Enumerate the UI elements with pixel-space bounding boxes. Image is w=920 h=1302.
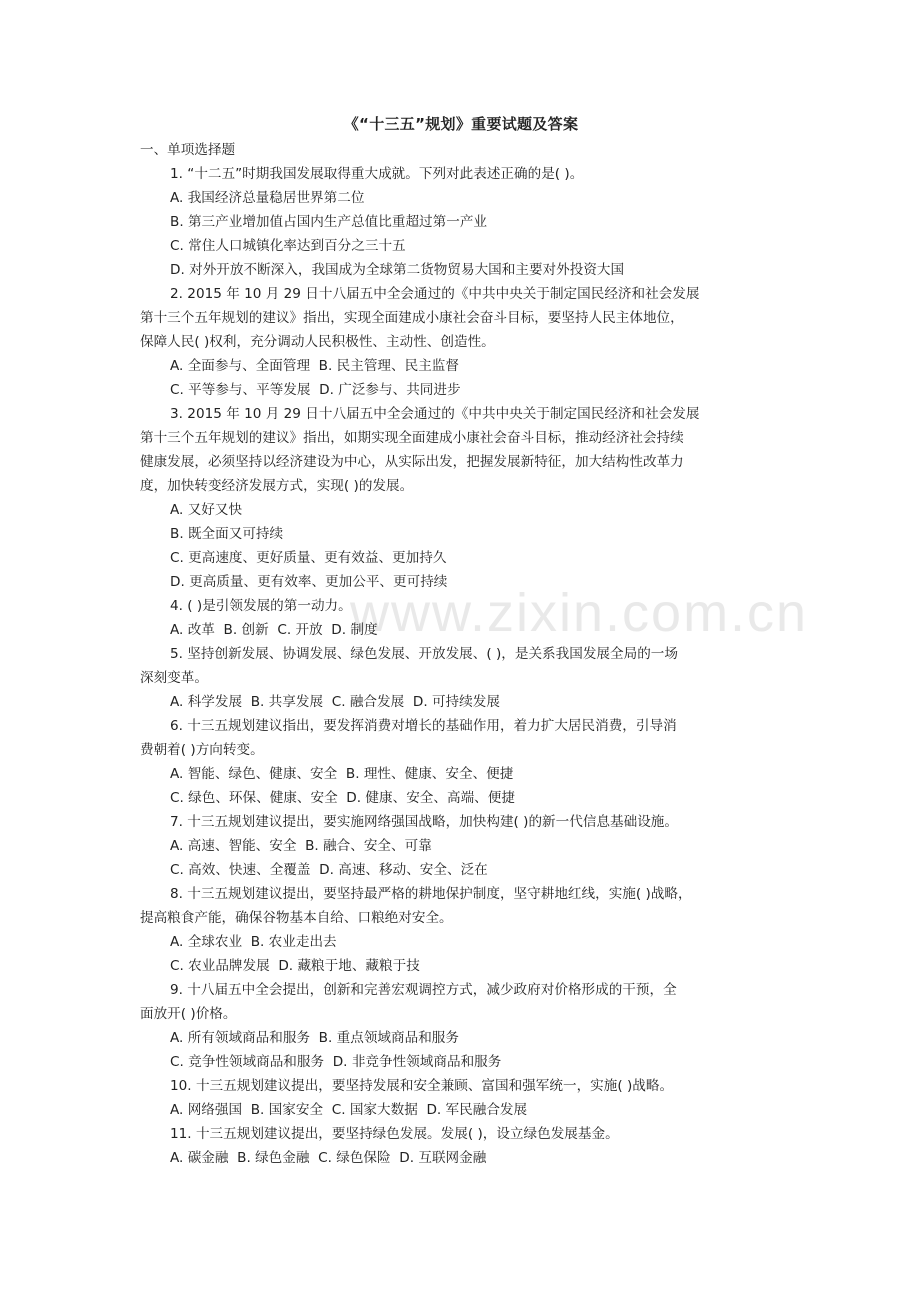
- question-text-continued: 提高粮食产能，确保谷物基本自给、口粮绝对安全。: [140, 910, 453, 926]
- section-heading: 一、单项选择题: [140, 142, 236, 158]
- question-block: [140, 282, 782, 402]
- answer-options: A. 碳金融 B. 绿色金融 C. 绿色保险 D. 互联网金融: [170, 1150, 487, 1166]
- question-list: [140, 162, 782, 1170]
- question-text: 2. 2015 年 10 月 29 日十八届五中全会通过的《中共中央关于制定国民经济和社会发展: [170, 286, 700, 302]
- question-text: 5. 坚持创新发展、协调发展、绿色发展、开放发展、( )，是关系我国发展全局的一场: [170, 646, 678, 662]
- question-text-continued: 第十三个五年规划的建议》指出，实现全面建成小康社会奋斗目标，要坚持人民主体地位，: [140, 310, 684, 326]
- question-text: 11. 十三五规划建议提出，要坚持绿色发展。发展( )，设立绿色发展基金。: [170, 1126, 619, 1142]
- answer-options: D. 更高质量、更有效率、更加公平、更可持续: [170, 574, 448, 590]
- watermark-text: www.zixin.com.cn: [350, 583, 809, 643]
- question-block: [140, 714, 782, 810]
- question-block: [140, 1074, 782, 1122]
- question-text-continued: 深刻变革。: [140, 670, 208, 686]
- question-text: 9. 十八届五中全会提出，创新和完善宏观调控方式，减少政府对价格形成的干预，全: [170, 982, 677, 998]
- answer-options: A. 智能、绿色、健康、安全 B. 理性、健康、安全、便捷: [170, 766, 514, 782]
- answer-options: C. 平等参与、平等发展 D. 广泛参与、共同进步: [170, 382, 461, 398]
- answer-options: A. 所有领域商品和服务 B. 重点领域商品和服务: [170, 1030, 459, 1046]
- question-block: [140, 162, 782, 282]
- question-block: [140, 402, 782, 594]
- document-title: 《“十三五”规划》重要试题及答案: [343, 115, 579, 133]
- question-text-continued: 面放开( )价格。: [140, 1006, 237, 1022]
- answer-options: B. 第三产业增加值占国内生产总值比重超过第一产业: [170, 214, 488, 230]
- answer-options: C. 农业品牌发展 D. 藏粮于地、藏粮于技: [170, 958, 420, 974]
- question-text: 7. 十三五规划建议提出，要实施网络强国战略，加快构建( )的新一代信息基础设施。: [170, 814, 678, 830]
- question-block: [140, 882, 782, 978]
- answer-options: A. 又好又快: [170, 502, 243, 518]
- answer-options: C. 竞争性领域商品和服务 D. 非竞争性领域商品和服务: [170, 1054, 502, 1070]
- question-text: 1. “十二五”时期我国发展取得重大成就。下列对此表述正确的是( )。: [170, 166, 584, 182]
- question-text-continued: 第十三个五年规划的建议》指出，如期实现全面建成小康社会奋斗目标，推动经济社会持续: [140, 430, 684, 446]
- question-text: 6. 十三五规划建议指出，要发挥消费对增长的基础作用，着力扩大居民消费，引导消: [170, 718, 677, 734]
- document-page: [140, 112, 782, 1170]
- answer-options: C. 常住人口城镇化率达到百分之三十五: [170, 238, 406, 254]
- question-text: 10. 十三五规划建议提出，要坚持发展和安全兼顾、富国和强军统一，实施( )战略。: [170, 1078, 674, 1094]
- answer-options: D. 对外开放不断深入，我国成为全球第二货物贸易大国和主要对外投资大国: [170, 262, 625, 278]
- answer-options: B. 既全面又可持续: [170, 526, 284, 542]
- question-text-continued: 健康发展，必须坚持以经济建设为中心，从实际出发，把握发展新特征，加大结构性改革力: [140, 454, 684, 470]
- question-text: 8. 十三五规划建议提出，要坚持最严格的耕地保护制度，坚守耕地红线，实施( )战略，: [170, 886, 692, 902]
- answer-options: C. 绿色、环保、健康、安全 D. 健康、安全、高端、便捷: [170, 790, 515, 806]
- answer-options: A. 网络强国 B. 国家安全 C. 国家大数据 D. 军民融合发展: [170, 1102, 528, 1118]
- question-block: [140, 810, 782, 882]
- answer-options: A. 全面参与、全面管理 B. 民主管理、民主监督: [170, 358, 459, 374]
- answer-options: A. 改革 B. 创新 C. 开放 D. 制度: [170, 622, 378, 638]
- question-text-continued: 度，加快转变经济发展方式，实现( )的发展。: [140, 478, 414, 494]
- answer-options: A. 全球农业 B. 农业走出去: [170, 934, 337, 950]
- answer-options: A. 科学发展 B. 共享发展 C. 融合发展 D. 可持续发展: [170, 694, 500, 710]
- question-block: [140, 978, 782, 1074]
- answer-options: C. 更高速度、更好质量、更有效益、更加持久: [170, 550, 447, 566]
- answer-options: C. 高效、快速、全覆盖 D. 高速、移动、安全、泛在: [170, 862, 488, 878]
- question-block: [140, 1122, 782, 1170]
- question-text-continued: 费朝着( )方向转变。: [140, 742, 264, 758]
- answer-options: A. 高速、智能、安全 B. 融合、安全、可靠: [170, 838, 432, 854]
- answer-options: A. 我国经济总量稳居世界第二位: [170, 190, 365, 206]
- question-text: 4. ( )是引领发展的第一动力。: [170, 598, 352, 614]
- question-block: [140, 642, 782, 714]
- question-block: [140, 594, 782, 642]
- question-text: 3. 2015 年 10 月 29 日十八届五中全会通过的《中共中央关于制定国民经济和社会发展: [170, 406, 700, 422]
- question-text-continued: 保障人民( )权利，充分调动人民积极性、主动性、创造性。: [140, 334, 495, 350]
